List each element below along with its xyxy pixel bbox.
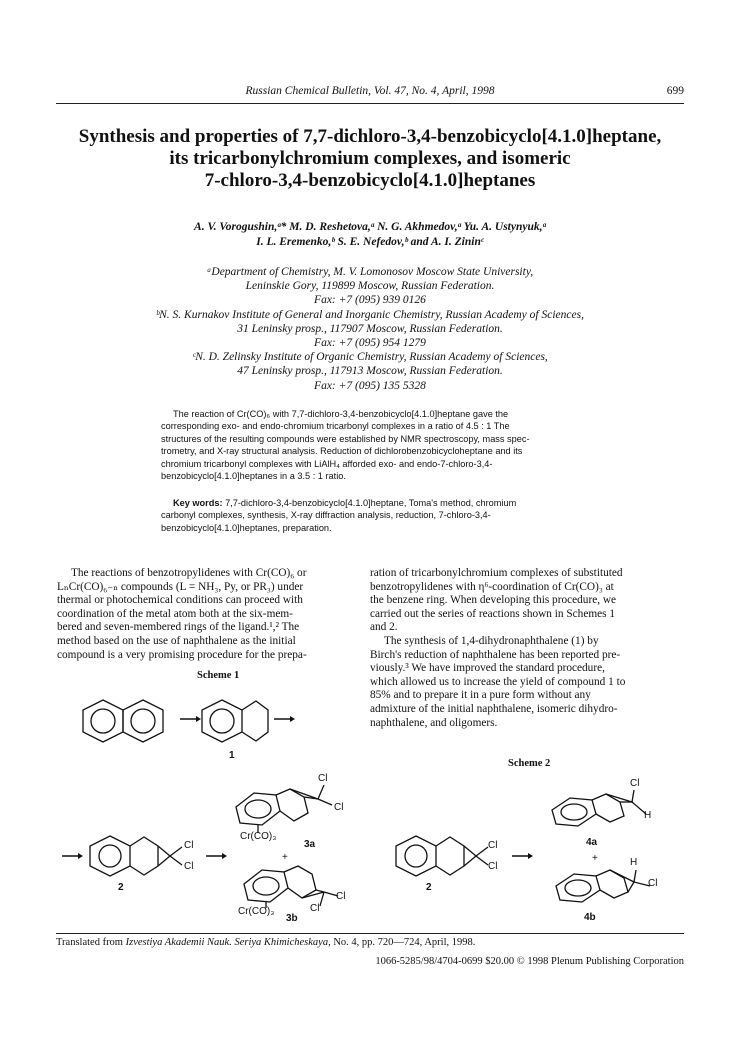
compound-4a-label: 4a bbox=[586, 837, 598, 848]
body-line: carried out the series of reactions shown in Schemes 1 bbox=[370, 607, 616, 620]
footer-rule bbox=[56, 933, 684, 934]
chlorine-label: Cl bbox=[310, 903, 320, 914]
body-line: benzotropylidenes with η⁶-coordination of Cr(CO)₃ at bbox=[370, 580, 614, 593]
abstract bbox=[161, 408, 608, 482]
plus-sign: + bbox=[592, 853, 598, 864]
body-line: The reactions of benzotropylidenes with Cr(CO)₆ or bbox=[71, 567, 307, 579]
reaction-arrow bbox=[510, 851, 534, 861]
running-head bbox=[56, 83, 684, 104]
compound-3b-label: 3b bbox=[286, 913, 298, 924]
body-right-column bbox=[370, 567, 670, 730]
source-journal: Izvestiya Akademii Nauk. Seriya Khimicheskaya, bbox=[125, 937, 331, 948]
journal-citation: Russian Chemical Bulletin, Vol. 47, No. 4, April, 1998 bbox=[245, 85, 495, 97]
body-line: compound is a very promising procedure for the prepa- bbox=[57, 648, 307, 661]
copyright-line: 1066-5285/98/4704-0699 $20.00 © 1998 Plenum Publishing Corporation bbox=[375, 956, 684, 967]
chlorine-label: Cl bbox=[318, 773, 328, 784]
compound-4b-label: 4b bbox=[584, 912, 596, 923]
complex-3a-structure bbox=[228, 785, 338, 835]
chromium-tricarbonyl-label: Cr(CO)₃ bbox=[238, 906, 275, 917]
affiliation-line: Fax: +7 (095) 939 0126 bbox=[314, 294, 426, 307]
affiliation-line: Fax: +7 (095) 135 5328 bbox=[314, 379, 426, 392]
reaction-arrow bbox=[204, 851, 228, 861]
body-line: which allowed us to increase the yield of compound 1 to bbox=[370, 675, 626, 688]
abstract-line: corresponding exo- and endo-chromium tricarbonyl complexes in a ratio of 4.5 : 1 The bbox=[161, 421, 510, 432]
translated-prefix: Translated from bbox=[56, 937, 123, 948]
body-line: Birch's reduction of naphthalene has been reported pre- bbox=[370, 648, 621, 661]
chlorine-label: Cl bbox=[184, 840, 194, 851]
keywords bbox=[161, 497, 608, 534]
compound-2-label: 2 bbox=[426, 882, 432, 893]
reaction-arrow bbox=[60, 851, 84, 861]
compound-3a-label: 3a bbox=[304, 839, 316, 850]
chlorine-label: Cl bbox=[488, 861, 498, 872]
title-line: 7-chloro-3,4-benzobicyclo[4.1.0]heptanes bbox=[204, 170, 536, 191]
body-line: ration of tricarbonylchromium complexes of substituted bbox=[370, 567, 623, 579]
body-line: The synthesis of 1,4-dihydronaphthalene (1) by bbox=[384, 634, 599, 647]
title-line: Synthesis and properties of 7,7-dichloro-3,4-benzobicyclo[4.1.0]heptane, bbox=[78, 126, 662, 147]
authors-line: I. L. Eremenko,ᵇ S. E. Nefedov,ᵇ and A. I. Zininᶜ bbox=[256, 236, 484, 248]
scheme2-label: Scheme 2 bbox=[508, 758, 551, 769]
plus-sign: + bbox=[282, 852, 288, 863]
body-left-column bbox=[57, 567, 357, 662]
keywords-line bbox=[161, 497, 608, 509]
keywords-label: Key words: bbox=[173, 498, 223, 508]
affiliations bbox=[60, 265, 680, 393]
abstract-line: chromium tricarbonyl complexes with LiAlH₄ afforded exo- and endo-7-chloro-3,4- bbox=[161, 458, 493, 469]
body-line: naphthalene, and oligomers. bbox=[370, 716, 498, 729]
abstract-line: structures of the resulting compounds were established by NMR spectroscopy, mass spec- bbox=[161, 433, 530, 444]
affiliation-line: ᵃDepartment of Chemistry, M. V. Lomonosov Moscow State University, bbox=[206, 266, 534, 278]
hydrogen-label: H bbox=[630, 857, 638, 868]
affiliation-line: ᵇN. S. Kurnakov Institute of General and Inorganic Chemistry, Russian Academy of Sciences, bbox=[156, 308, 584, 321]
abstract-line: benzobicyclo[4.1.0]heptanes in a 3.5 : 1 ratio. bbox=[161, 471, 346, 482]
reaction-arrow bbox=[272, 714, 296, 724]
compound-2-label: 2 bbox=[118, 882, 124, 893]
naphthalene-structure bbox=[78, 697, 174, 747]
compound-1-label: 1 bbox=[229, 750, 235, 761]
source-details: No. 4, pp. 720—724, April, 1998. bbox=[333, 937, 476, 948]
translation-note bbox=[56, 937, 475, 948]
affiliation-line: ᶜN. D. Zelinsky Institute of Organic Chemistry, Russian Academy of Sciences, bbox=[192, 351, 548, 364]
keywords-text: 7,7-dichloro-3,4-benzobicyclo[4.1.0]heptane, Toma's method, chromium bbox=[225, 498, 517, 508]
page-number: 699 bbox=[666, 85, 684, 97]
chlorine-label: Cl bbox=[488, 840, 498, 851]
chlorine-label: Cl bbox=[334, 802, 344, 813]
body-line: the benzene ring. When developing this procedure, we bbox=[370, 594, 617, 607]
body-line: thermal or photochemical conditions can proceed with bbox=[57, 594, 303, 607]
authors bbox=[60, 220, 680, 250]
chlorine-label: Cl bbox=[630, 778, 640, 789]
abstract-line: trometry, and X-ray structural analysis. Reduction of dichlorobenzobicycloheptane and its bbox=[161, 446, 523, 457]
chromium-tricarbonyl-label: Cr(CO)₃ bbox=[240, 831, 277, 842]
body-line: and 2. bbox=[370, 621, 398, 634]
hydrogen-label: H bbox=[644, 810, 652, 821]
chlorine-label: Cl bbox=[184, 861, 194, 872]
body-line: bered and seven-membered rings of the ligand.¹,² The bbox=[57, 621, 300, 634]
body-line: 85% and to prepare it in a pure form without any bbox=[370, 689, 591, 702]
chlorine-label: Cl bbox=[648, 878, 658, 889]
body-line: admixture of the initial naphthalene, isomeric dihydro- bbox=[370, 702, 618, 715]
dichlorobenzobicycloheptane-structure bbox=[394, 833, 490, 879]
keywords-line: carbonyl complexes, synthesis, X-ray diffraction analysis, reduction, 7-chloro-3,4- bbox=[161, 510, 491, 521]
dihydronaphthalene-structure bbox=[200, 697, 270, 747]
title-line: its tricarbonylchromium complexes, and isomeric bbox=[169, 148, 571, 169]
dichlorobenzobicycloheptane-structure bbox=[88, 833, 184, 879]
affiliation-line: 47 Leninsky prosp., 117913 Moscow, Russian Federation. bbox=[237, 365, 503, 378]
body-line: method based on the use of naphthalene as the initial bbox=[57, 634, 296, 647]
scheme1-label: Scheme 1 bbox=[197, 670, 240, 681]
compound-4a-structure bbox=[544, 790, 656, 830]
chlorine-label: Cl bbox=[336, 891, 346, 902]
body-line: coordination of the metal atom both at the six-mem- bbox=[57, 607, 293, 620]
abstract-line: The reaction of Cr(CO)₆ with 7,7-dichloro-3,4-benzobicyclo[4.1.0]heptane gave the bbox=[173, 409, 509, 419]
compound-4b-structure bbox=[548, 866, 660, 906]
affiliation-line: Fax: +7 (095) 954 1279 bbox=[314, 337, 426, 350]
reaction-arrow bbox=[178, 714, 202, 724]
authors-line: A. V. Vorogushin,ᵃ* M. D. Reshetova,ᵃ N. G. Akhmedov,ᵃ Yu. A. Ustynyuk,ᵃ bbox=[194, 221, 546, 233]
article-title bbox=[40, 126, 700, 192]
affiliation-line: 31 Leninsky prosp., 117907 Moscow, Russian Federation. bbox=[237, 322, 503, 335]
complex-3b-structure bbox=[236, 862, 346, 912]
body-line: LₙCr(CO)₆₋ₙ compounds (L = NH₃, Py, or PR₃) under bbox=[57, 580, 304, 593]
affiliation-line: Leninskie Gory, 119899 Moscow, Russian Federation. bbox=[245, 280, 495, 293]
keywords-line: benzobicyclo[4.1.0]heptanes, preparation. bbox=[161, 522, 332, 533]
body-line: viously.³ We have improved the standard procedure, bbox=[370, 662, 605, 675]
